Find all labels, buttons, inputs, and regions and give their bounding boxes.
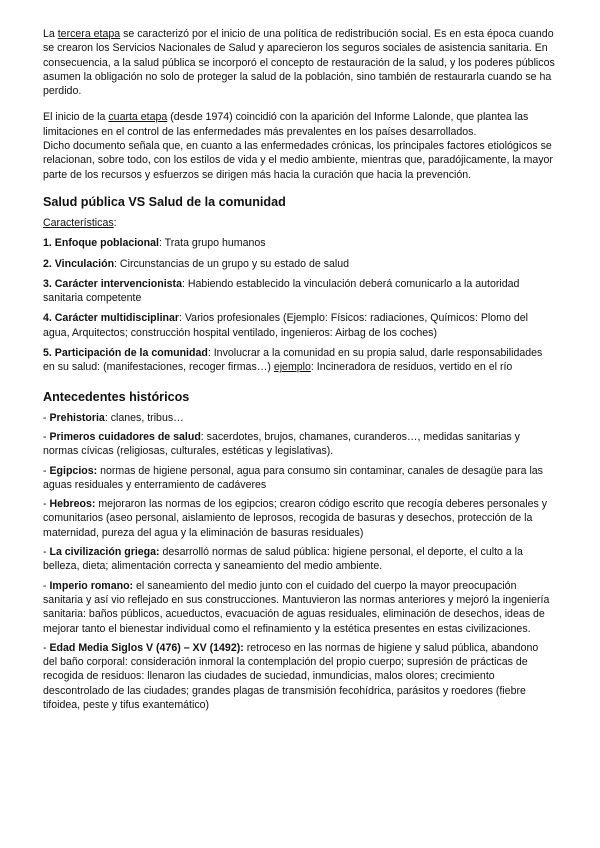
list-item: - Prehistoria: clanes, tribus… xyxy=(43,411,184,424)
list-item: 2. Vinculación: Circunstancias de un grupo y su estado de salud xyxy=(43,257,350,270)
caracteristicas-subheading: Características: xyxy=(43,216,117,229)
intro-paragraph-1: La tercera etapa se caracterizó por el inicio de una política de redistribución social. Es en esta época cuando se crearon los Servicios Nacionales de Salud y aparecieron los seguros sociales de asistencia sanitaria. En consecuencia, a la salud pública se incorporó el concepto de restauración de la salud, y los poderes públicos asumen la obligación no solo de proteger la salud de la población, sino también de restaurarla cuando se ha perdido. xyxy=(43,28,555,98)
spacer xyxy=(43,375,555,389)
document-body xyxy=(43,27,555,712)
list-item: - Imperio romano: el saneamiento del medio junto con el cuidado del cuerpo la mayor preocupación sanitaria y así vio reflejado en sus construcciones. Mantuvieron las normas anteriores y mejoró la ingeniería sanitaria: baños públicos, acueductos, evacuación de aguas residuales, eliminación de desechos, ideas de mejorar tanto el bienestar individual como el refinamiento y la estética presentes en estas civilizaciones. xyxy=(43,579,550,635)
section-heading-salud-publica: Salud pública VS Salud de la comunidad xyxy=(43,194,286,209)
section-heading-antecedentes: Antecedentes históricos xyxy=(43,389,190,404)
list-item: - Primeros cuidadores de salud: sacerdotes, brujos, chamanes, curanderos…, medidas sanitarias y normas cívicas (religiosas, culturales, estéticas y legislativas). xyxy=(43,430,520,458)
list-item: 5. Participación de la comunidad: Involucrar a la comunidad en su propia salud, darle responsabilidades en su salud: (manifestaciones, recoger firmas…) ejemplo: Incineradora de residuos, vertido en el río xyxy=(43,347,543,374)
intro-paragraph-3: Dicho documento señala que, en cuanto a las enfermedades crónicas, los principales factores etiológicos se relacionan, sobre todo, con los estilos de vida y el medio ambiente, mientras que, paradójicamente, la mayor parte de los recursos y esfuerzos se dirigen más hacia la curación que hacia la prevención. xyxy=(43,140,553,181)
list-item: 1. Enfoque poblacional: Trata grupo humanos xyxy=(43,237,266,250)
cuarta-etapa-link[interactable]: cuarta etapa xyxy=(108,111,168,124)
intro-paragraph-2: El inicio de la cuarta etapa (desde 1974) coincidió con la aparición del Informe Lalonde, que plantea las limitaciones en el control de las enfermedades más prevalentes en los países desarrollados. xyxy=(43,111,529,138)
list-item: - Edad Media Siglos V (476) – XV (1492): retroceso en las normas de higiene y salud pública, abandono del baño corporal: consideración inmoral la contemplación del propio cuerpo; supresión de prácticas de recogida de residuos: llenaron las ciudades de suciedad, inmundicias, malos olores; crecimiento descontrolado de las ciudades; grandes plagas de transmisión fecohídrica, parásitos y roedores (fiebre tifoidea, peste y tifus exantemático) xyxy=(43,641,539,711)
spacer xyxy=(43,182,555,194)
list-item: 3. Carácter intervencionista: Habiendo establecido la vinculación deberá comunicarlo a la autoridad sanitaria competente xyxy=(43,277,520,305)
list-item: - Hebreos: mejoraron las normas de los egipcios; crearon código escrito que recogía deberes personales y comunitarios (aseo personal, aislamiento de leprosos, recogida de basuras y desechos, protección de la maternidad, pureza del agua y la eliminación de basuras residuales) xyxy=(43,498,548,539)
ejemplo-link[interactable]: ejemplo xyxy=(273,361,311,374)
tercera-etapa-link[interactable]: tercera etapa xyxy=(57,28,121,40)
list-item: 4. Carácter multidisciplinar: Varios profesionales (Ejemplo: Físicos: radiaciones, Químicos: Plomo del agua, Arquitectos; construcción hospital ventilado, ingenieros: Airbag de los coches) xyxy=(43,312,528,339)
list-item: - La civilización griega: desarrolló normas de salud pública: higiene personal, el deporte, el culto a la belleza, dieta; alimentación correcta y saneamiento del medio ambiente. xyxy=(43,546,523,573)
list-item: - Egipcios: normas de higiene personal, agua para consumo sin contaminar, canales de desagüe para las aguas residuales y enterramiento de cadáveres xyxy=(43,464,543,491)
spacer xyxy=(43,98,555,110)
